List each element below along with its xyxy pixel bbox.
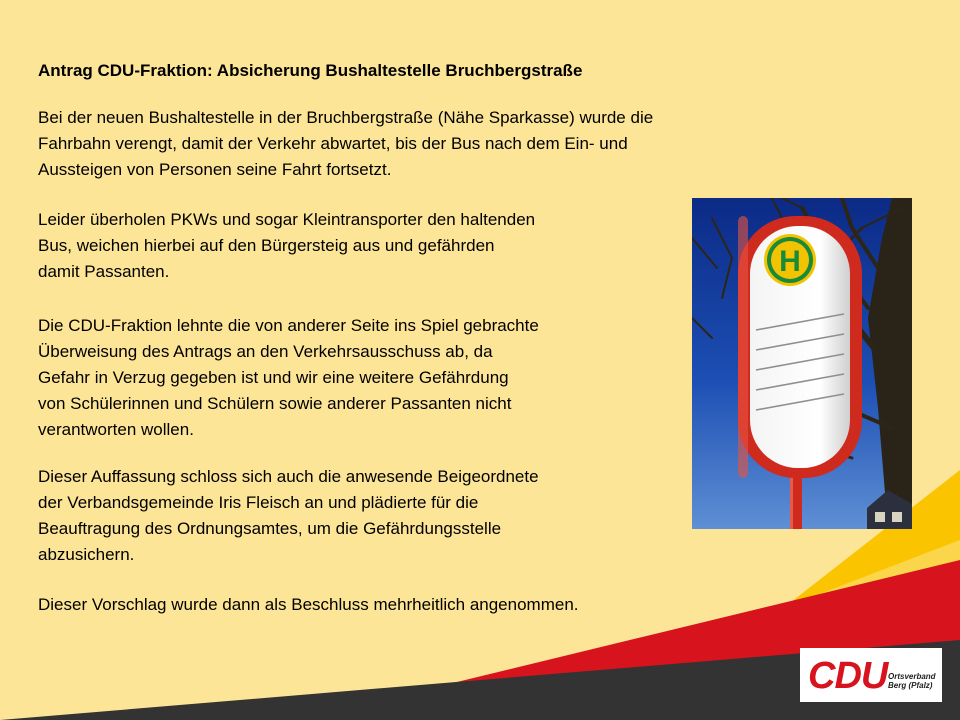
text-line: Fahrbahn verengt, damit der Verkehr abwartet, bis der Bus nach dem Ein- und	[38, 134, 628, 153]
paragraph-5	[38, 592, 579, 618]
cdu-logo-text: CDU	[808, 655, 888, 697]
bus-stop-photo	[692, 198, 912, 529]
paragraph-1	[38, 105, 653, 183]
text-line: damit Passanten.	[38, 262, 170, 281]
cdu-logo	[800, 648, 942, 702]
paragraph-2	[38, 207, 535, 285]
text-line: Aussteigen von Personen seine Fahrt fortsetzt.	[38, 160, 392, 179]
text-line: von Schülerinnen und Schülern sowie anderer Passanten nicht	[38, 394, 512, 413]
bus-stop-h-letter: H	[779, 245, 801, 278]
logo-subtitle-location: Berg (Pfalz)	[888, 681, 933, 690]
logo-subtitle-ortsverband: Ortsverband	[888, 672, 936, 681]
text-line: Die CDU-Fraktion lehnte die von anderer Seite ins Spiel gebrachte	[38, 316, 539, 335]
text-line: Überweisung des Antrags an den Verkehrsausschuss ab, da	[38, 342, 493, 361]
text-line: Leider überholen PKWs und sogar Kleintransporter den haltenden	[38, 210, 536, 229]
paragraph-4	[38, 464, 539, 568]
text-line: der Verbandsgemeinde Iris Fleisch an und plädierte für die	[38, 493, 479, 512]
text-line: Dieser Vorschlag wurde dann als Beschluss mehrheitlich angenommen.	[38, 595, 579, 614]
text-line: Dieser Auffassung schloss sich auch die anwesende Beigeordnete	[38, 467, 539, 486]
paragraph-3	[38, 313, 539, 443]
text-line: abzusichern.	[38, 545, 135, 564]
bus-stop-sign-image	[692, 198, 912, 529]
slide-title: Antrag CDU-Fraktion: Absicherung Bushaltestelle Bruchbergstraße	[38, 61, 583, 80]
text-line: Bus, weichen hierbei auf den Bürgersteig aus und gefährden	[38, 236, 495, 255]
text-line: Bei der neuen Bushaltestelle in der Bruchbergstraße (Nähe Sparkasse) wurde die	[38, 108, 654, 127]
text-line: Gefahr in Verzug gegeben ist und wir eine weitere Gefährdung	[38, 368, 509, 387]
text-line: Beauftragung des Ordnungsamtes, um die Gefährdungsstelle	[38, 519, 502, 538]
text-line: verantworten wollen.	[38, 420, 194, 439]
